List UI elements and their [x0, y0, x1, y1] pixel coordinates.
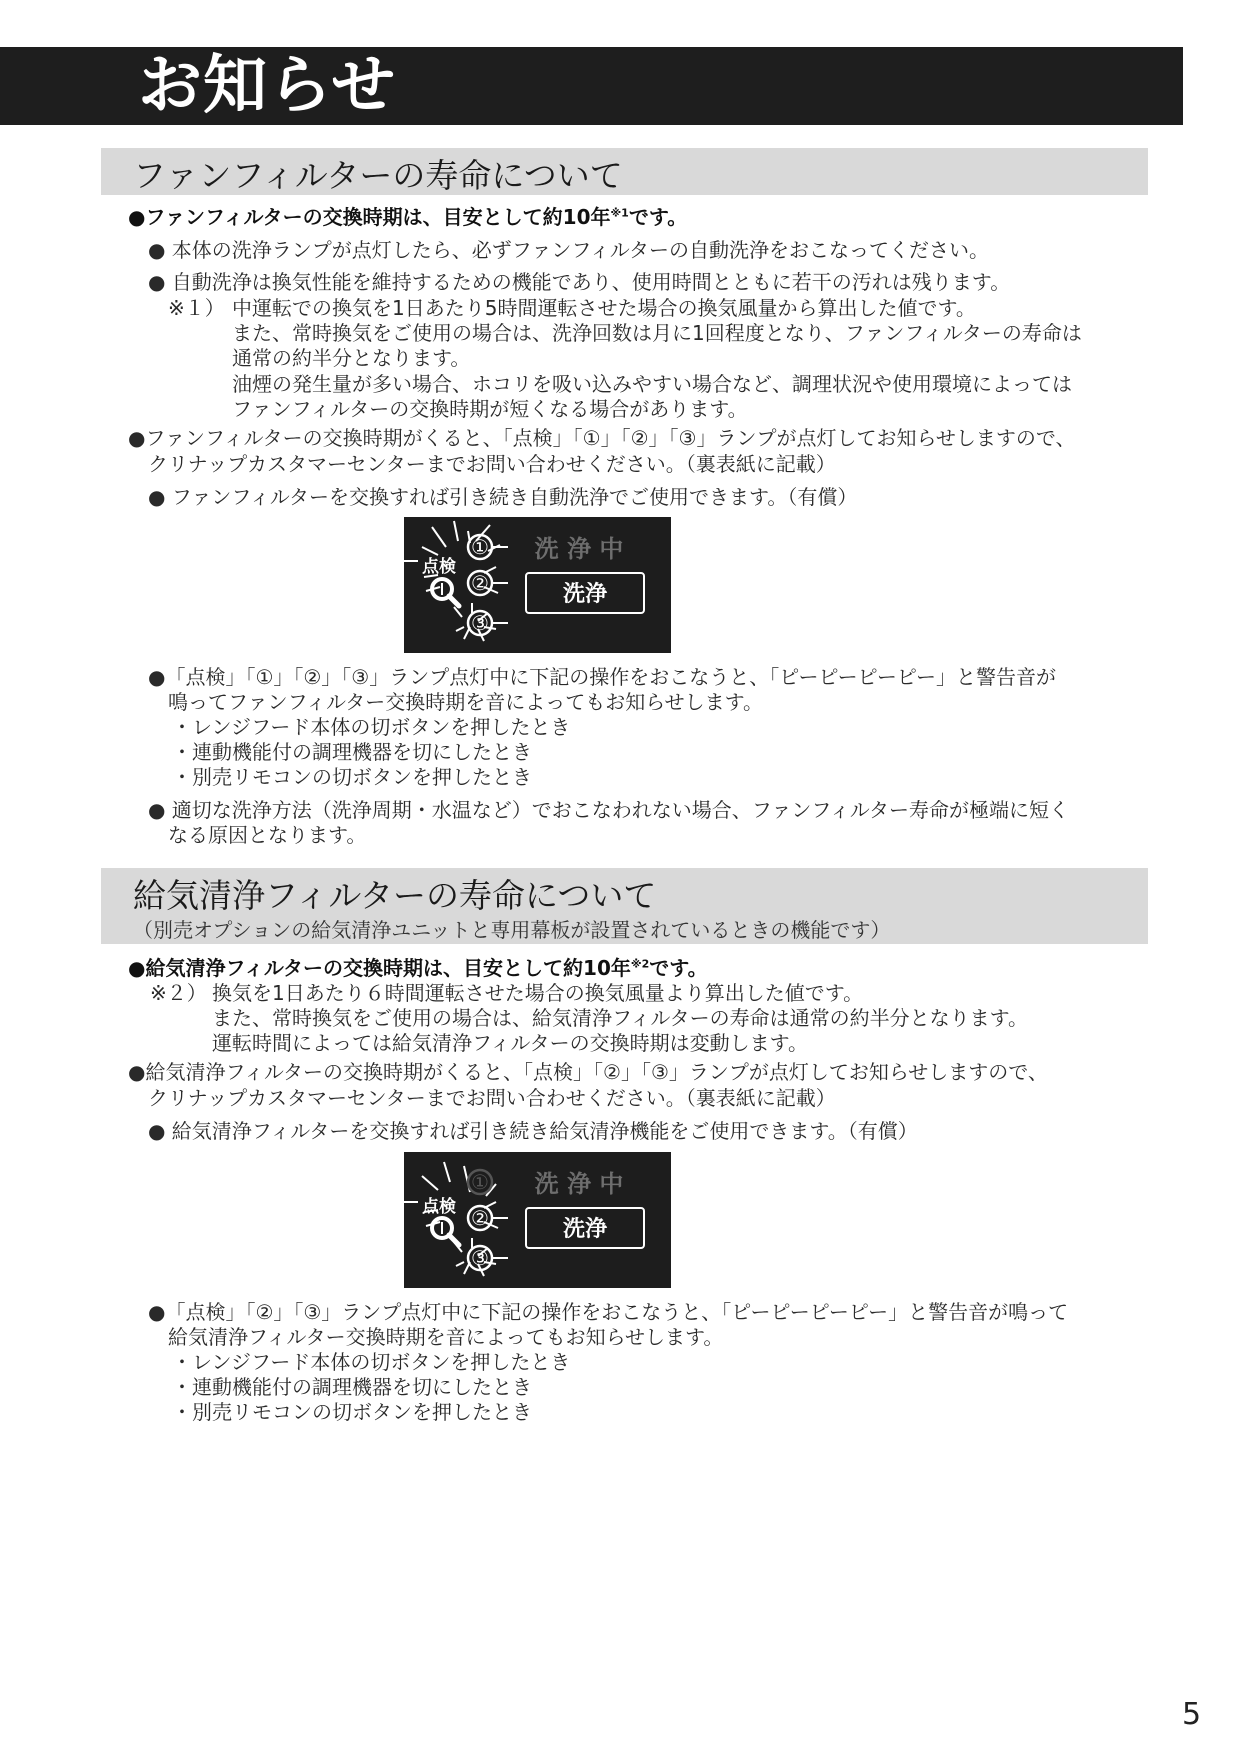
- section2-note-2: また、常時換気をご使用の場合は、給気清浄フィルターの寿命は通常の約半分となります。: [212, 1006, 1028, 1030]
- lamp-2-label: ②: [471, 571, 489, 595]
- section2-warning-3: ・レンジフード本体の切ボタンを押したとき: [172, 1350, 571, 1374]
- section1-bullet-1: ● 本体の洗浄ランプが点灯したら、必ずファンフィルターの自動洗浄をおこなってください。: [148, 238, 990, 262]
- section1-note-3: 通常の約半分となります。: [232, 346, 471, 370]
- section1-paragraph-2a: ●ファンフィルターの交換時期がくると、「点検」「①」「②」「③」ランプが点灯してお知らせしますので、: [128, 426, 1076, 450]
- lamp-3-label: ③: [471, 611, 489, 635]
- section1-note-5: ファンフィルターの交換時期が短くなる場合があります。: [232, 397, 748, 421]
- section2-warning-4: ・連動機能付の調理機器を切にしたとき: [172, 1375, 532, 1399]
- lamp-1-label: ①: [471, 535, 489, 559]
- section2-note-mark: ※２）: [150, 981, 207, 1005]
- page-number: 5: [1182, 1697, 1202, 1732]
- section2-note-3: 運転時間によっては給気清浄フィルターの交換時期は変動します。: [212, 1031, 808, 1055]
- section2-warning-1: ●「点検」「②」「③」ランプ点灯中に下記の操作をおこなうと、「ピーピーピーピー」と警告音が鳴って: [148, 1300, 1069, 1324]
- section1-heading: ファンフィルターの寿命について: [133, 156, 623, 195]
- section2-warning-2: 給気清浄フィルター交換時期を音によってもお知らせします。: [168, 1325, 724, 1349]
- page-title: お知らせ: [138, 49, 397, 123]
- clean-button-label: 洗浄: [562, 1217, 608, 1242]
- check-lamp-label: 点検: [422, 557, 456, 577]
- section2-paragraph-2b: クリナップカスタマーセンターまでお問い合わせください。（裏表紙に記載）: [148, 1086, 836, 1110]
- section1-bullet-2: ● 自動洗浄は換気性能を維持するための機能であり、使用時間とともに若干の汚れは残ります。: [148, 270, 1011, 294]
- section1-note-mark: ※１）: [168, 296, 225, 320]
- control-panel-illustration-2: [404, 1152, 671, 1288]
- section1-note-2: また、常時換気をご使用の場合は、洗浄回数は月に1回程度となり、ファンフィルターの寿命は: [232, 321, 1082, 345]
- control-panel-illustration-1: [404, 517, 671, 653]
- section1-warning-3: ・レンジフード本体の切ボタンを押したとき: [172, 715, 571, 739]
- section2-heading: 給気清浄フィルターの寿命について: [133, 876, 657, 915]
- section1-warning-5: ・別売リモコンの切ボタンを押したとき: [172, 765, 532, 789]
- lamp-3-label: ③: [471, 1246, 489, 1270]
- section1-warning-2: 鳴ってファンフィルター交換時期を音によってもお知らせします。: [168, 690, 763, 714]
- section1-warning-4: ・連動機能付の調理機器を切にしたとき: [172, 740, 532, 764]
- section1-note-1: 中運転での換気を1日あたり5時間運転させた場合の換気風量から算出した値です。: [232, 296, 976, 320]
- section2-paragraph-2a: ●給気清浄フィルターの交換時期がくると、「点検」「②」「③」ランプが点灯してお知らせしますので、: [128, 1060, 1048, 1084]
- lamp-2-label: ②: [471, 1206, 489, 1230]
- check-lamp-label: 点検: [422, 1197, 456, 1217]
- control-panel-svg-2: [404, 1152, 671, 1288]
- control-panel-svg-1: [404, 517, 671, 653]
- section1-paragraph-2b: クリナップカスタマーセンターまでお問い合わせください。（裏表紙に記載）: [148, 452, 836, 476]
- section1-note-4: 油煙の発生量が多い場合、ホコリを吸い込みやすい場合など、調理状況や使用環境によっては: [232, 372, 1072, 396]
- section2-lead: ●給気清浄フィルターの交換時期は、目安として約10年$^{※2}$です。: [128, 956, 708, 980]
- section2-header: [101, 868, 1148, 944]
- section2-subheading: （別売オプションの給気清浄ユニットと専用幕板が設置されているときの機能です）: [133, 918, 891, 942]
- lamp-1-label-off: ①: [471, 1170, 489, 1194]
- section1-bullet-4b: なる原因となります。: [168, 823, 367, 847]
- section1-header: [101, 148, 1148, 195]
- section2-warning-5: ・別売リモコンの切ボタンを押したとき: [172, 1400, 532, 1424]
- section2-bullet-1: ● 給気清浄フィルターを交換すれば引き続き給気清浄機能をご使用できます。（有償）: [148, 1119, 918, 1143]
- section1-bullet-4a: ● 適切な洗浄方法（洗浄周期・水温など）でおこなわれない場合、ファンフィルター寿命が極端に短く: [148, 798, 1070, 822]
- clean-button-label: 洗浄: [562, 582, 608, 607]
- section1-lead: ●ファンフィルターの交換時期は、目安として約10年$^{※1}$です。: [128, 205, 688, 229]
- cleaning-status-label: 洗 浄 中: [534, 1170, 624, 1198]
- section1-bullet-3: ● ファンフィルターを交換すれば引き続き自動洗浄でご使用できます。（有償）: [148, 485, 858, 509]
- section1-warning-1: ●「点検」「①」「②」「③」ランプ点灯中に下記の操作をおこなうと、「ピーピーピーピー」と警告音が: [148, 665, 1057, 689]
- page-title-bar: [0, 47, 1183, 125]
- section2-note-1: 換気を1日あたり６時間運転させた場合の換気風量より算出した値です。: [212, 981, 864, 1005]
- magnifier-icon: [432, 579, 459, 606]
- magnifier-icon: [432, 1218, 459, 1245]
- cleaning-status-label: 洗 浄 中: [534, 535, 624, 563]
